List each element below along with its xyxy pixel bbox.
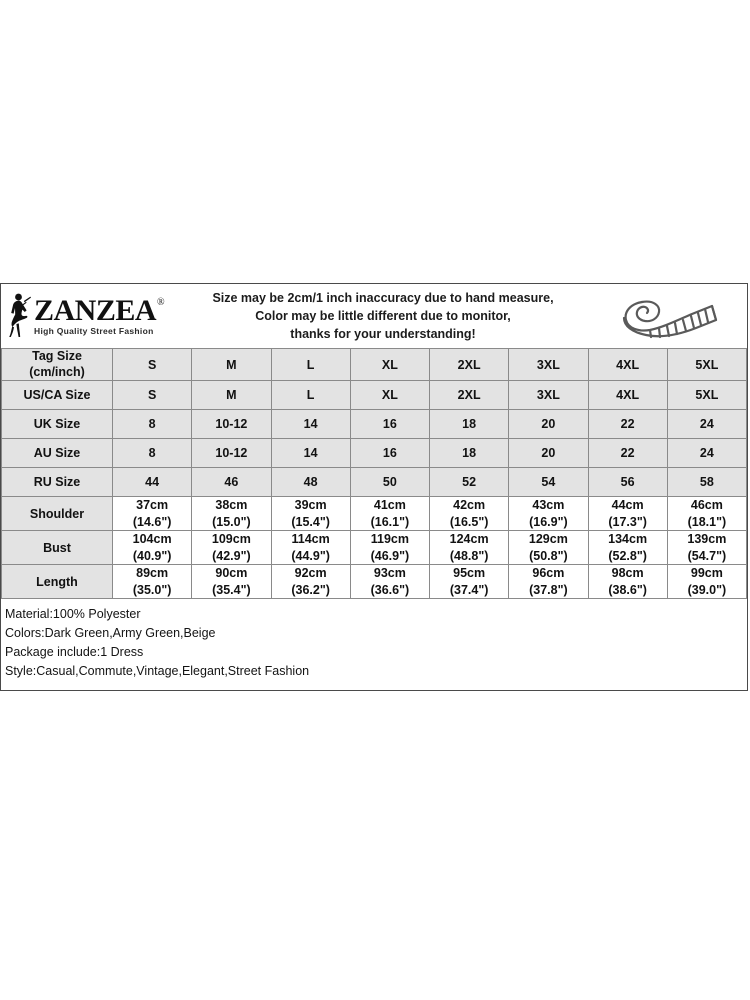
measuring-tape-icon bbox=[597, 290, 747, 342]
bust-inch-6: (50.8") bbox=[529, 548, 568, 563]
chart-header bbox=[1, 284, 747, 348]
shoulder-inch-8: (18.1") bbox=[687, 514, 727, 529]
cell-tag-size-s: S bbox=[113, 349, 192, 381]
notice-line-1: Size may be 2cm/1 inch inaccuracy due to hand measure, bbox=[212, 290, 554, 305]
cell-length-3 bbox=[271, 565, 350, 599]
cell-uk-8: 24 bbox=[667, 410, 746, 439]
brand-name: ZANZEA bbox=[34, 294, 157, 327]
row-label-us-ca-size: US/CA Size bbox=[2, 381, 113, 410]
cell-shoulder-6 bbox=[509, 497, 588, 531]
cell-us-ca-1: S bbox=[113, 381, 192, 410]
bust-inch-3: (44.9") bbox=[291, 548, 330, 563]
length-inch-3: (36.2") bbox=[291, 582, 330, 597]
bust-inch-7: (52.8") bbox=[608, 548, 647, 563]
detail-package: Package include:1 Dress bbox=[5, 644, 144, 659]
cell-us-ca-4: XL bbox=[350, 381, 429, 410]
cell-tag-size-5xl: 5XL bbox=[667, 349, 746, 381]
cell-us-ca-6: 3XL bbox=[509, 381, 588, 410]
cell-au-5: 18 bbox=[430, 439, 509, 468]
row-label-tag-size bbox=[2, 349, 113, 381]
cell-bust-7 bbox=[588, 531, 667, 565]
cell-bust-8 bbox=[667, 531, 746, 565]
cell-shoulder-7 bbox=[588, 497, 667, 531]
cell-bust-4 bbox=[350, 531, 429, 565]
bust-cm-1: 104cm bbox=[132, 532, 172, 547]
shoulder-inch-1: (14.6") bbox=[132, 514, 172, 529]
shoulder-cm-4: 41cm bbox=[373, 498, 406, 513]
shoulder-cm-6: 43cm bbox=[532, 498, 565, 513]
size-table bbox=[1, 348, 747, 599]
cell-uk-4: 16 bbox=[350, 410, 429, 439]
cell-au-2: 10-12 bbox=[192, 439, 271, 468]
cell-ru-2: 46 bbox=[192, 468, 271, 497]
cell-length-7 bbox=[588, 565, 667, 599]
length-inch-1: (35.0") bbox=[132, 582, 172, 597]
shoulder-cm-8: 46cm bbox=[690, 498, 723, 513]
length-cm-5: 95cm bbox=[453, 566, 486, 581]
length-cm-1: 89cm bbox=[136, 566, 169, 581]
cell-bust-1 bbox=[113, 531, 192, 565]
table-row-au-size bbox=[2, 439, 747, 468]
shoulder-cm-5: 42cm bbox=[453, 498, 486, 513]
cell-tag-size-3xl: 3XL bbox=[509, 349, 588, 381]
brand-logo bbox=[1, 290, 169, 343]
length-cm-4: 93cm bbox=[373, 566, 406, 581]
tag-size-label-line1: Tag Size bbox=[32, 349, 82, 363]
bust-cm-6: 129cm bbox=[528, 532, 568, 547]
cell-ru-6: 54 bbox=[509, 468, 588, 497]
cell-uk-7: 22 bbox=[588, 410, 667, 439]
shoulder-cm-1: 37cm bbox=[136, 498, 169, 513]
cell-shoulder-2 bbox=[192, 497, 271, 531]
cell-ru-4: 50 bbox=[350, 468, 429, 497]
cell-ru-7: 56 bbox=[588, 468, 667, 497]
bust-inch-5: (48.8") bbox=[449, 548, 489, 563]
cell-uk-2: 10-12 bbox=[192, 410, 271, 439]
cell-length-2 bbox=[192, 565, 271, 599]
cell-shoulder-8 bbox=[667, 497, 746, 531]
bust-cm-4: 119cm bbox=[370, 532, 409, 547]
row-label-uk-size: UK Size bbox=[2, 410, 113, 439]
row-label-au-size: AU Size bbox=[2, 439, 113, 468]
cell-length-5 bbox=[430, 565, 509, 599]
cell-au-4: 16 bbox=[350, 439, 429, 468]
cell-bust-3 bbox=[271, 531, 350, 565]
length-inch-6: (37.8") bbox=[529, 582, 568, 597]
length-inch-4: (36.6") bbox=[370, 582, 410, 597]
shoulder-cm-7: 44cm bbox=[611, 498, 644, 513]
shoulder-inch-3: (15.4") bbox=[291, 514, 330, 529]
notice-line-3: thanks for your understanding! bbox=[290, 327, 476, 342]
cell-bust-6 bbox=[509, 531, 588, 565]
length-cm-2: 90cm bbox=[215, 566, 248, 581]
cell-shoulder-3 bbox=[271, 497, 350, 531]
shoulder-inch-7: (17.3") bbox=[608, 514, 647, 529]
length-inch-8: (39.0") bbox=[687, 582, 727, 597]
table-row-shoulder bbox=[2, 497, 747, 531]
cell-au-3: 14 bbox=[271, 439, 350, 468]
cell-shoulder-5 bbox=[430, 497, 509, 531]
cell-us-ca-5: 2XL bbox=[430, 381, 509, 410]
cell-bust-5 bbox=[430, 531, 509, 565]
cell-us-ca-2: M bbox=[192, 381, 271, 410]
notice-line-2: Color may be little different due to monitor, bbox=[255, 308, 511, 323]
length-cm-3: 92cm bbox=[294, 566, 327, 581]
cell-us-ca-7: 4XL bbox=[588, 381, 667, 410]
cell-length-8 bbox=[667, 565, 746, 599]
detail-style: Style:Casual,Commute,Vintage,Elegant,Street Fashion bbox=[5, 663, 310, 678]
cell-uk-6: 20 bbox=[509, 410, 588, 439]
cell-uk-3: 14 bbox=[271, 410, 350, 439]
detail-material: Material:100% Polyester bbox=[5, 607, 141, 622]
length-inch-5: (37.4") bbox=[449, 582, 489, 597]
detail-colors: Colors:Dark Green,Army Green,Beige bbox=[5, 626, 216, 640]
tag-size-label-line2: (cm/inch) bbox=[29, 364, 85, 379]
bust-cm-3: 114cm bbox=[291, 532, 330, 547]
cell-us-ca-3: L bbox=[271, 381, 350, 410]
cell-tag-size-m: M bbox=[192, 349, 271, 381]
table-row-ru-size bbox=[2, 468, 747, 497]
cell-au-1: 8 bbox=[113, 439, 192, 468]
cell-length-4 bbox=[350, 565, 429, 599]
bust-inch-1: (40.9") bbox=[132, 548, 172, 563]
cell-shoulder-1 bbox=[113, 497, 192, 531]
cell-tag-size-l: L bbox=[271, 349, 350, 381]
table-row-uk-size bbox=[2, 410, 747, 439]
cell-ru-3: 48 bbox=[271, 468, 350, 497]
row-label-ru-size: RU Size bbox=[2, 468, 113, 497]
length-cm-6: 96cm bbox=[532, 566, 565, 581]
product-details bbox=[1, 599, 747, 690]
cell-au-7: 22 bbox=[588, 439, 667, 468]
length-inch-2: (35.4") bbox=[212, 582, 251, 597]
cell-ru-1: 44 bbox=[113, 468, 192, 497]
length-inch-7: (38.6") bbox=[608, 582, 647, 597]
bust-cm-2: 109cm bbox=[211, 532, 251, 547]
cell-tag-size-xl: XL bbox=[350, 349, 429, 381]
cell-bust-2 bbox=[192, 531, 271, 565]
cell-shoulder-4 bbox=[350, 497, 429, 531]
table-row-tag-size bbox=[2, 349, 747, 381]
brand-tagline: High Quality Street Fashion bbox=[34, 325, 154, 336]
length-cm-7: 98cm bbox=[611, 566, 644, 581]
shoulder-inch-2: (15.0") bbox=[212, 514, 251, 529]
cell-length-1 bbox=[113, 565, 192, 599]
table-row-bust bbox=[2, 531, 747, 565]
length-cm-8: 99cm bbox=[690, 566, 723, 581]
cell-au-8: 24 bbox=[667, 439, 746, 468]
table-row-us-ca-size bbox=[2, 381, 747, 410]
bust-cm-8: 139cm bbox=[687, 532, 727, 547]
cell-tag-size-4xl: 4XL bbox=[588, 349, 667, 381]
bust-inch-2: (42.9") bbox=[212, 548, 251, 563]
cell-ru-8: 58 bbox=[667, 468, 746, 497]
size-chart-sheet bbox=[0, 283, 748, 691]
cell-length-6 bbox=[509, 565, 588, 599]
bust-inch-4: (46.9") bbox=[370, 548, 410, 563]
bust-cm-7: 134cm bbox=[608, 532, 648, 547]
cell-tag-size-2xl: 2XL bbox=[430, 349, 509, 381]
measurement-notice bbox=[169, 289, 597, 343]
shoulder-cm-3: 39cm bbox=[294, 498, 327, 513]
bust-inch-8: (54.7") bbox=[687, 548, 727, 563]
cell-uk-1: 8 bbox=[113, 410, 192, 439]
shoulder-inch-6: (16.9") bbox=[529, 514, 568, 529]
row-label-shoulder: Shoulder bbox=[2, 497, 113, 531]
table-row-length bbox=[2, 565, 747, 599]
cell-uk-5: 18 bbox=[430, 410, 509, 439]
bust-cm-5: 124cm bbox=[449, 532, 489, 547]
cell-us-ca-8: 5XL bbox=[667, 381, 746, 410]
shoulder-inch-4: (16.1") bbox=[370, 514, 410, 529]
row-label-length: Length bbox=[2, 565, 113, 599]
shoulder-inch-5: (16.5") bbox=[449, 514, 489, 529]
row-label-bust: Bust bbox=[2, 531, 113, 565]
cell-au-6: 20 bbox=[509, 439, 588, 468]
shoulder-cm-2: 38cm bbox=[215, 498, 248, 513]
cell-ru-5: 52 bbox=[430, 468, 509, 497]
registered-trademark-icon: ® bbox=[157, 297, 165, 308]
woman-silhouette-icon bbox=[7, 292, 33, 343]
